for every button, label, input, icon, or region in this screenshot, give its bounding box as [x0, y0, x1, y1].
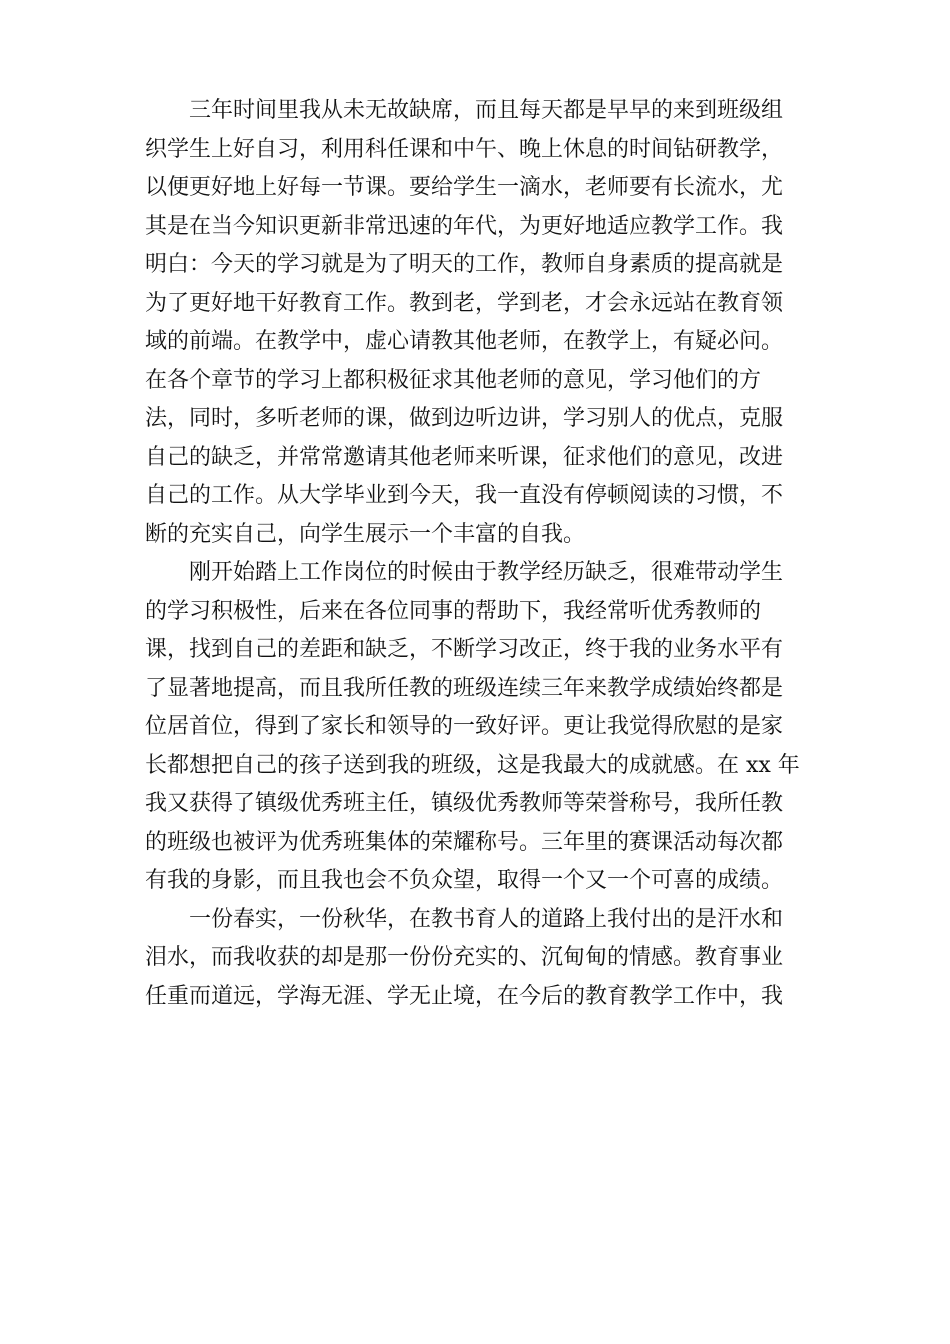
text-line: 了显著地提高，而且我所任教的班级连续三年来教学成绩始终都是: [145, 675, 784, 701]
text-line: 泪水，而我收获的却是那一份份充实的、沉甸甸的情感。教育事业: [145, 945, 784, 970]
text-line: 课，找到自己的差距和缺乏，不断学习改正，终于我的业务水平有: [145, 637, 784, 662]
text-line: 的学习积极性，后来在各位同事的帮助下，我经常听优秀教师的: [145, 598, 762, 624]
text-line: 断的充实自己，向学生展示一个丰富的自我。: [145, 521, 586, 547]
text-line: 在各个章节的学习上都积极征求其他老师的意见，学习他们的方: [145, 367, 762, 393]
document-body: [145, 92, 810, 1016]
text-line: 任重而道远，学海无涯、学无止境，在今后的教育教学工作中，我: [145, 983, 784, 1009]
text-line: 以便更好地上好每一节课。要给学生一滴水，老师要有长流水，尤: [145, 175, 784, 200]
text-line: 自己的工作。从大学毕业到今天，我一直没有停顿阅读的习惯，不: [145, 483, 784, 508]
text-line: 刚开始踏上工作岗位的时候由于教学经历缺乏，很难带动学生: [189, 560, 784, 585]
paragraph-3: [145, 901, 810, 1017]
text-line: 一份春实，一份秋华，在教书育人的道路上我付出的是汗水和: [189, 906, 784, 932]
text-line: 三年时间里我从未无故缺席，而且每天都是早早的来到班级组: [189, 98, 784, 123]
text-line: 法，同时，多听老师的课，做到边听边讲，学习别人的优点，克服: [145, 406, 784, 431]
text-line: 长都想把自己的孩子送到我的班级，这是我最大的成就感。在 xx 年: [145, 752, 800, 778]
text-line: 明白：今天的学习就是为了明天的工作，教师自身素质的提高就是: [145, 252, 784, 277]
text-line: 域的前端。在教学中，虚心请教其他老师，在教学上，有疑必问。: [145, 329, 784, 354]
text-line: 的班级也被评为优秀班集体的荣耀称号。三年里的赛课活动每次都: [145, 829, 784, 855]
text-line: 有我的身影，而且我也会不负众望，取得一个又一个可喜的成绩。: [145, 868, 784, 893]
text-line: 织学生上好自习，利用科任课和中午、晚上休息的时间钻研教学，: [145, 136, 784, 162]
paragraph-2: [145, 554, 810, 901]
text-line: 自己的缺乏，并常常邀请其他老师来听课，征求他们的意见，改进: [145, 444, 784, 470]
text-line: 我又获得了镇级优秀班主任，镇级优秀教师等荣誉称号，我所任教: [145, 791, 784, 816]
text-line: 位居首位，得到了家长和领导的一致好评。更让我觉得欣慰的是家: [145, 714, 784, 739]
paragraph-1: [145, 92, 810, 554]
text-line: 其是在当今知识更新非常迅速的年代，为更好地适应教学工作。我: [145, 213, 784, 239]
text-line: 为了更好地干好教育工作。教到老，学到老，才会永远站在教育领: [145, 290, 784, 316]
